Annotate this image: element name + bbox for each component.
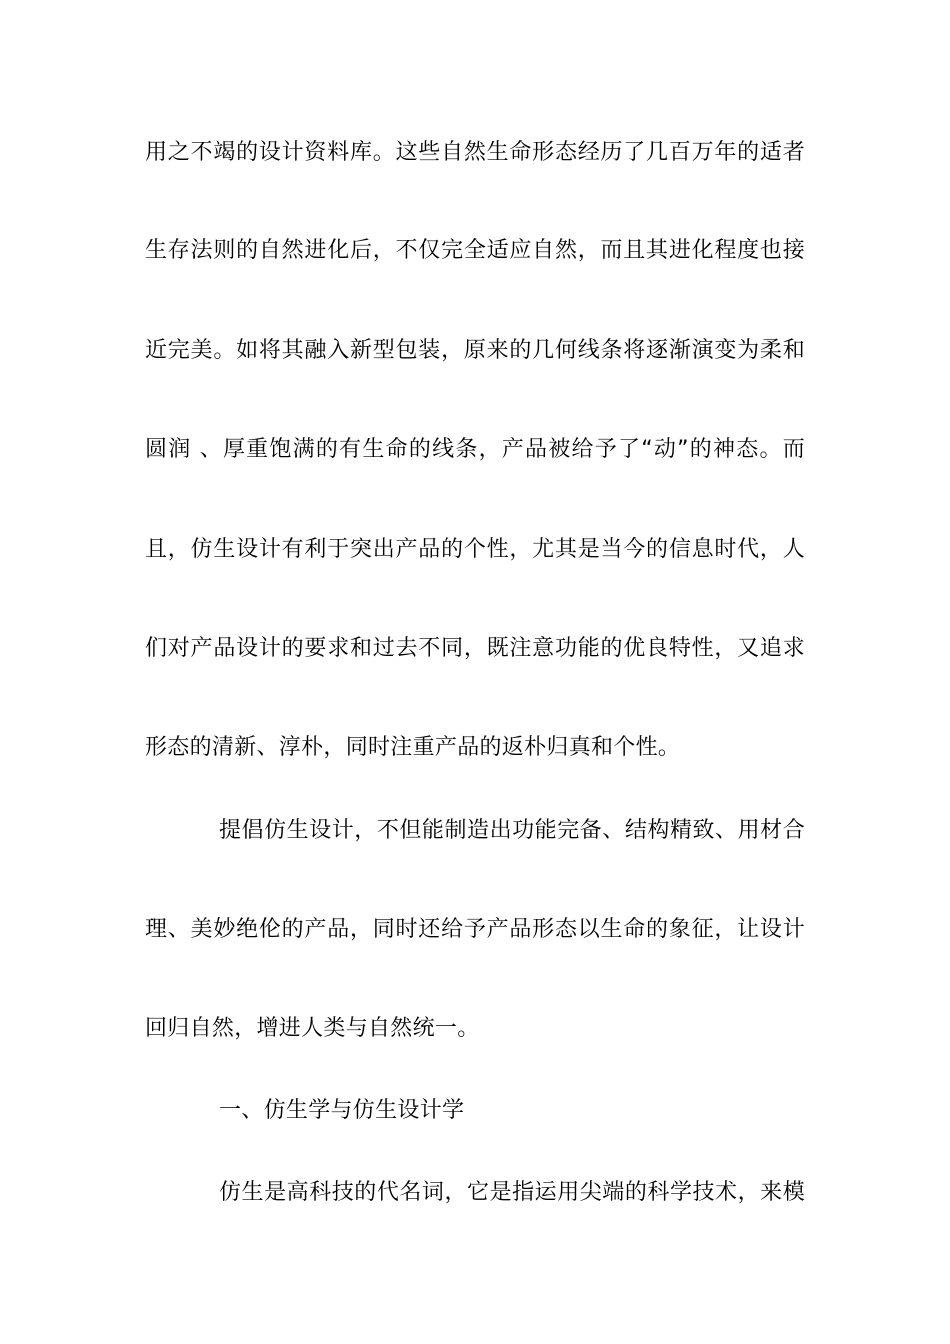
section-heading: 一、仿生学与仿生设计学 (219, 1098, 465, 1123)
paragraph-line: 提倡仿生设计，不但能制造出功能完备、结构精致、用材合 (219, 818, 805, 843)
paragraph-line: 近完美。如将其融入新型包装，原来的几何线条将逐渐演变为柔和 (145, 338, 805, 363)
paragraph-line: 仿生是高科技的代名词，它是指运用尖端的科学技术，来模 (219, 1180, 805, 1205)
paragraph-line: 形态的清新、淳朴，同时注重产品的返朴归真和个性。 (145, 735, 681, 760)
paragraph-line: 生存法则的自然进化后，不仅完全适应自然，而且其进化程度也接 (145, 238, 805, 263)
paragraph-line: 们对产品设计的要求和过去不同，既注意功能的优良特性，又追求 (145, 636, 805, 661)
paragraph-line: 理、美妙绝伦的产品，同时还给予产品形态以生命的象征，让设计 (145, 917, 805, 942)
paragraph-line: 且，仿生设计有利于突出产品的个性，尤其是当今的信息时代，人 (145, 537, 805, 562)
paragraph-line: 回归自然，增进人类与自然统一。 (145, 1016, 480, 1041)
paragraph-line: 圆润 、厚重饱满的有生命的线条，产品被给予了“动”的神态。而 (145, 437, 805, 462)
paragraph-line: 用之不竭的设计资料库。这些自然生命形态经历了几百万年的适者 (145, 140, 805, 165)
